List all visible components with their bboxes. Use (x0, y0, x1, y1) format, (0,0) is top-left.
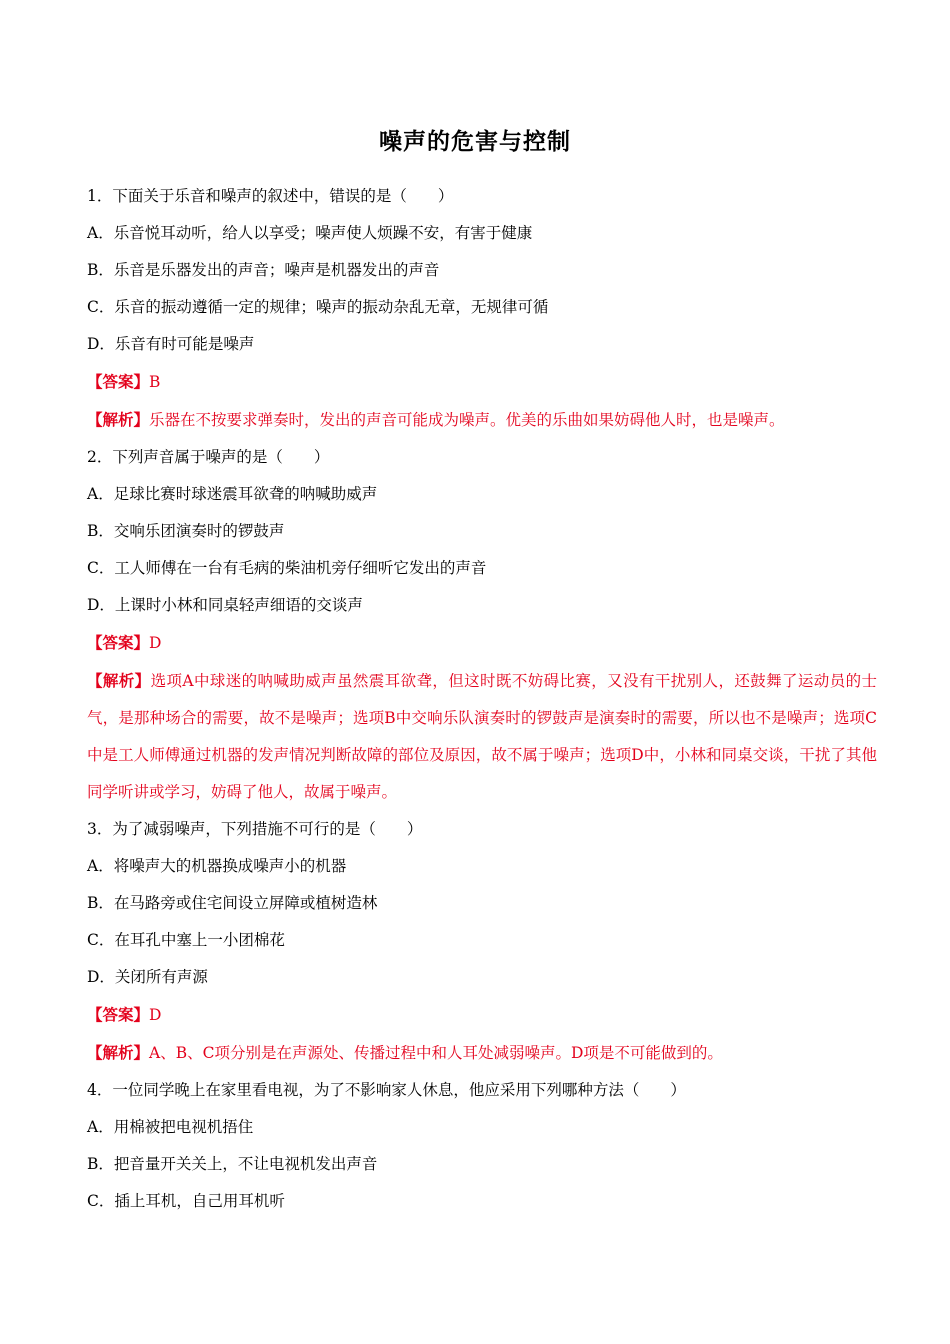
option-a: A．将噪声大的机器换成噪声小的机器 (87, 857, 347, 875)
option-a: A．乐音悦耳动听，给人以享受；噪声使人烦躁不安，有害于健康 (87, 224, 533, 242)
question-list (87, 178, 877, 1220)
option-d: D．关闭所有声源 (87, 968, 208, 986)
analysis (87, 662, 877, 811)
analysis-text: 选项A中球迷的呐喊助威声虽然震耳欲聋，但这时既不妨碍比赛，又没有干扰别人，还鼓舞了运动员的士气，是那种场合的需要，故不是噪声；选项B中交响乐队演奏时的锣鼓声是演奏时的需要，所以也不是噪声；选项C中是工人师傅通过机器的发声情况判断故障的部位及原因，故不属于噪声；选项D中，小林和同桌交谈，干扰了其他同学听讲或学习，妨碍了他人，故属于噪声。 (87, 672, 877, 801)
question-3 (87, 811, 877, 1072)
option-c: C．工人师傅在一台有毛病的柴油机旁仔细听它发出的声音 (87, 559, 487, 577)
option-d: D．上课时小林和同桌轻声细语的交谈声 (87, 596, 363, 614)
answer-label: 【答案】 (87, 1005, 150, 1024)
analysis-label: 【解析】 (87, 1043, 150, 1062)
analysis (87, 1034, 877, 1072)
question-stem: 4．一位同学晚上在家里看电视，为了不影响家人休息，他应采用下列哪种方法（ ） (87, 1081, 686, 1099)
analysis-label: 【解析】 (87, 410, 150, 429)
option-c: C．插上耳机，自己用耳机听 (87, 1192, 285, 1210)
answer-value: D (149, 634, 162, 652)
question-1 (87, 178, 877, 439)
page-title: 噪声的危害与控制 (379, 129, 571, 155)
question-4 (87, 1072, 877, 1220)
analysis-text: A、B、C项分别是在声源处、传播过程中和人耳处减弱噪声。D项是不可能做到的。 (149, 1044, 723, 1062)
answer-value: B (149, 373, 161, 391)
answer (87, 363, 877, 401)
answer-label: 【答案】 (87, 372, 150, 391)
question-stem: 2．下列声音属于噪声的是（ ） (87, 448, 330, 466)
option-c: C．乐音的振动遵循一定的规律；噪声的振动杂乱无章，无规律可循 (87, 298, 549, 316)
option-c: C．在耳孔中塞上一小团棉花 (87, 931, 285, 949)
answer (87, 996, 877, 1034)
answer-label: 【答案】 (87, 633, 150, 652)
option-a: A．用棉被把电视机捂住 (87, 1118, 254, 1136)
option-d: D．乐音有时可能是噪声 (87, 335, 255, 353)
option-a: A．足球比赛时球迷震耳欲聋的呐喊助威声 (87, 485, 378, 503)
analysis-label: 【解析】 (87, 671, 151, 690)
question-stem: 1．下面关于乐音和噪声的叙述中，错误的是（ ） (87, 187, 454, 205)
option-b: B．在马路旁或住宅间设立屏障或植树造林 (87, 894, 378, 912)
option-b: B．乐音是乐器发出的声音；噪声是机器发出的声音 (87, 261, 440, 279)
analysis-text: 乐器在不按要求弹奏时，发出的声音可能成为噪声。优美的乐曲如果妨碍他人时，也是噪声。 (149, 411, 785, 429)
analysis (87, 401, 877, 439)
question-2 (87, 439, 877, 811)
option-b: B．交响乐团演奏时的锣鼓声 (87, 522, 285, 540)
question-stem: 3．为了减弱噪声，下列措施不可行的是（ ） (87, 820, 423, 838)
answer (87, 624, 877, 662)
answer-value: D (149, 1006, 162, 1024)
option-b: B．把音量开关关上，不让电视机发出声音 (87, 1155, 378, 1173)
